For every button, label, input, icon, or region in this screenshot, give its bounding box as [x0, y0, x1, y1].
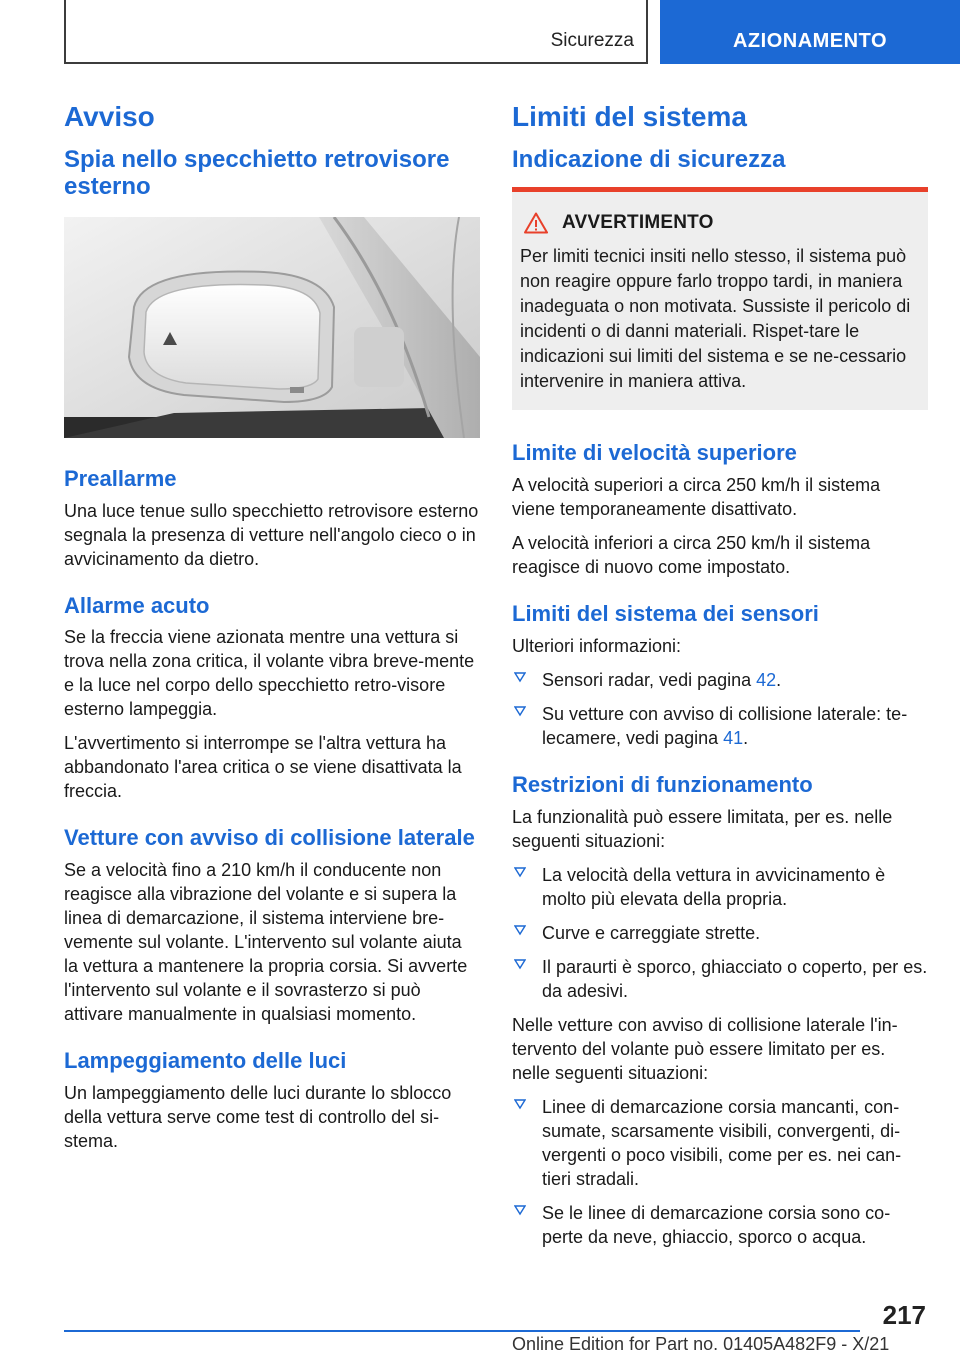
triangle-bullet-icon	[514, 705, 526, 717]
side-mirror-illustration	[64, 217, 480, 438]
text-restrizioni-intro: La funzionalità può essere limitata, per es. nelle seguenti situazioni:	[512, 806, 893, 851]
triangle-bullet-icon	[514, 671, 526, 683]
heading-spia-specchietto: Spia nello specchietto retrovisore esterno	[64, 145, 450, 201]
heading-limiti-sensori: Limiti del sistema dei sensori	[512, 601, 819, 627]
page-link-42[interactable]: 42	[756, 669, 777, 690]
heading-preallarme: Preallarme	[64, 465, 177, 491]
heading-limite-velocita: Limite di velocità superiore	[512, 440, 797, 466]
list-item	[512, 1095, 928, 1191]
list-item-tail: .	[743, 727, 749, 748]
text-lampeggiamento: Un lampeggiamento delle luci durante lo sblocco della vettura serve come test di controllo del si-stema.	[64, 1083, 452, 1152]
warning-title: AVVERTIMENTO	[562, 212, 714, 234]
text-restrizioni-volante: Nelle vetture con avviso di collisione laterale l'in-tervento del volante può essere limitato per es. nelle seguenti situazioni:	[512, 1014, 898, 1083]
triangle-bullet-icon	[514, 1098, 526, 1110]
heading-avviso: Avviso	[64, 101, 155, 132]
footer-edition: Online Edition for Part no. 01405A482F9 - X/21	[512, 1334, 890, 1354]
list-item	[512, 863, 928, 911]
list-item-text: La velocità della vettura in avvicinamento è molto più elevata della propria.	[542, 864, 886, 909]
text-velocita-1: A velocità superiori a circa 250 km/h il sistema viene temporaneamente disattivato.	[512, 475, 881, 520]
header-section-box	[64, 0, 648, 64]
list-item	[512, 1201, 928, 1249]
page-link-41[interactable]: 41	[723, 727, 744, 748]
sensori-list	[512, 668, 928, 750]
header-chapter-tab	[660, 0, 960, 64]
list-item	[512, 668, 928, 692]
heading-lampeggiamento: Lampeggiamento delle luci	[64, 1048, 347, 1074]
triangle-bullet-icon	[514, 958, 526, 970]
text-preallarme: Una luce tenue sullo specchietto retrovisore esterno segnala la presenza di vetture nell'angolo cieco o in avvicinamento da dietro.	[64, 500, 479, 569]
footer-rule	[64, 1330, 860, 1332]
list-item-text: Se le linee di demarcazione corsia sono co-perte da neve, ghiaccio, sporco o acqua.	[542, 1202, 891, 1247]
text-allarme-1: Se la freccia viene azionata mentre una vettura si trova nella zona critica, il volante vibra breve-mente e la luce nel corpo dello specchietto retro-visore esterno lampeggia.	[64, 627, 475, 720]
list-item-text: Il paraurti è sporco, ghiacciato o coperto, per es. da adesivi.	[542, 956, 928, 1001]
list-item	[512, 702, 928, 750]
restrizioni-volante-list	[512, 1095, 928, 1249]
restrizioni-list	[512, 863, 928, 1003]
warning-text: Per limiti tecnici insiti nello stesso, il sistema può non reagire oppure farlo troppo tardi, in maniera inadeguata o non motivata. Sussiste il pericolo di incidenti o di danni materiali. Rispet-tare le indicazioni sui limiti del sistema e se ne-cessario intervenire in maniera attiva.	[520, 246, 911, 392]
page-number: 217	[882, 1300, 926, 1330]
triangle-bullet-icon	[514, 924, 526, 936]
list-item-tail: .	[776, 669, 782, 690]
heading-restrizioni: Restrizioni di funzionamento	[512, 771, 813, 797]
heading-indicazione-sicurezza: Indicazione di sicurezza	[512, 145, 786, 173]
text-velocita-2: A velocità inferiori a circa 250 km/h il sistema reagisce di nuovo come impostato.	[512, 533, 871, 578]
text-vetture-collisione: Se a velocità fino a 210 km/h il conducente non reagisce alla vibrazione del volante e si supera la linea di demarcazione, il sistema interviene bre-vemente sul volante. L'intervento sul volante aiuta la vettura a mantenere la propria corsia. Si avverte l'intervento sul volante e il sovrasterzo si può attivare manualmente in qualsiasi momento.	[64, 860, 468, 1025]
list-item-text: Su vetture con avviso di collisione laterale: te-lecamere, vedi pagina	[542, 703, 908, 748]
triangle-bullet-icon	[514, 1204, 526, 1216]
list-item-text: Linee di demarcazione corsia mancanti, con-sumate, scarsamente visibili, convergenti, di-vergenti o poco visibili, come per es. nei can-tieri stradali.	[542, 1096, 902, 1189]
warning-triangle-icon	[524, 212, 548, 234]
heading-vetture-collisione: Vetture con avviso di collisione laterale	[64, 825, 475, 851]
left-column	[64, 100, 480, 1163]
heading-allarme-acuto: Allarme acuto	[64, 592, 210, 618]
heading-limiti-sistema: Limiti del sistema	[512, 101, 747, 132]
list-item-text: Curve e carreggiate strette.	[542, 922, 761, 943]
list-item-text: Sensori radar, vedi pagina	[542, 669, 757, 690]
warning-box	[512, 187, 928, 410]
list-item	[512, 921, 928, 945]
text-sensori-intro: Ulteriori informazioni:	[512, 635, 682, 656]
triangle-bullet-icon	[514, 866, 526, 878]
warning-title-row	[520, 212, 920, 234]
text-allarme-2: L'avvertimento si interrompe se l'altra vettura ha abbandonato l'area critica o se viene disattivata la freccia.	[64, 733, 462, 802]
header-chapter-label: AZIONAMENTO	[732, 30, 887, 52]
list-item	[512, 955, 928, 1003]
header-section-label: Sicurezza	[550, 30, 634, 51]
right-column	[512, 100, 928, 1259]
